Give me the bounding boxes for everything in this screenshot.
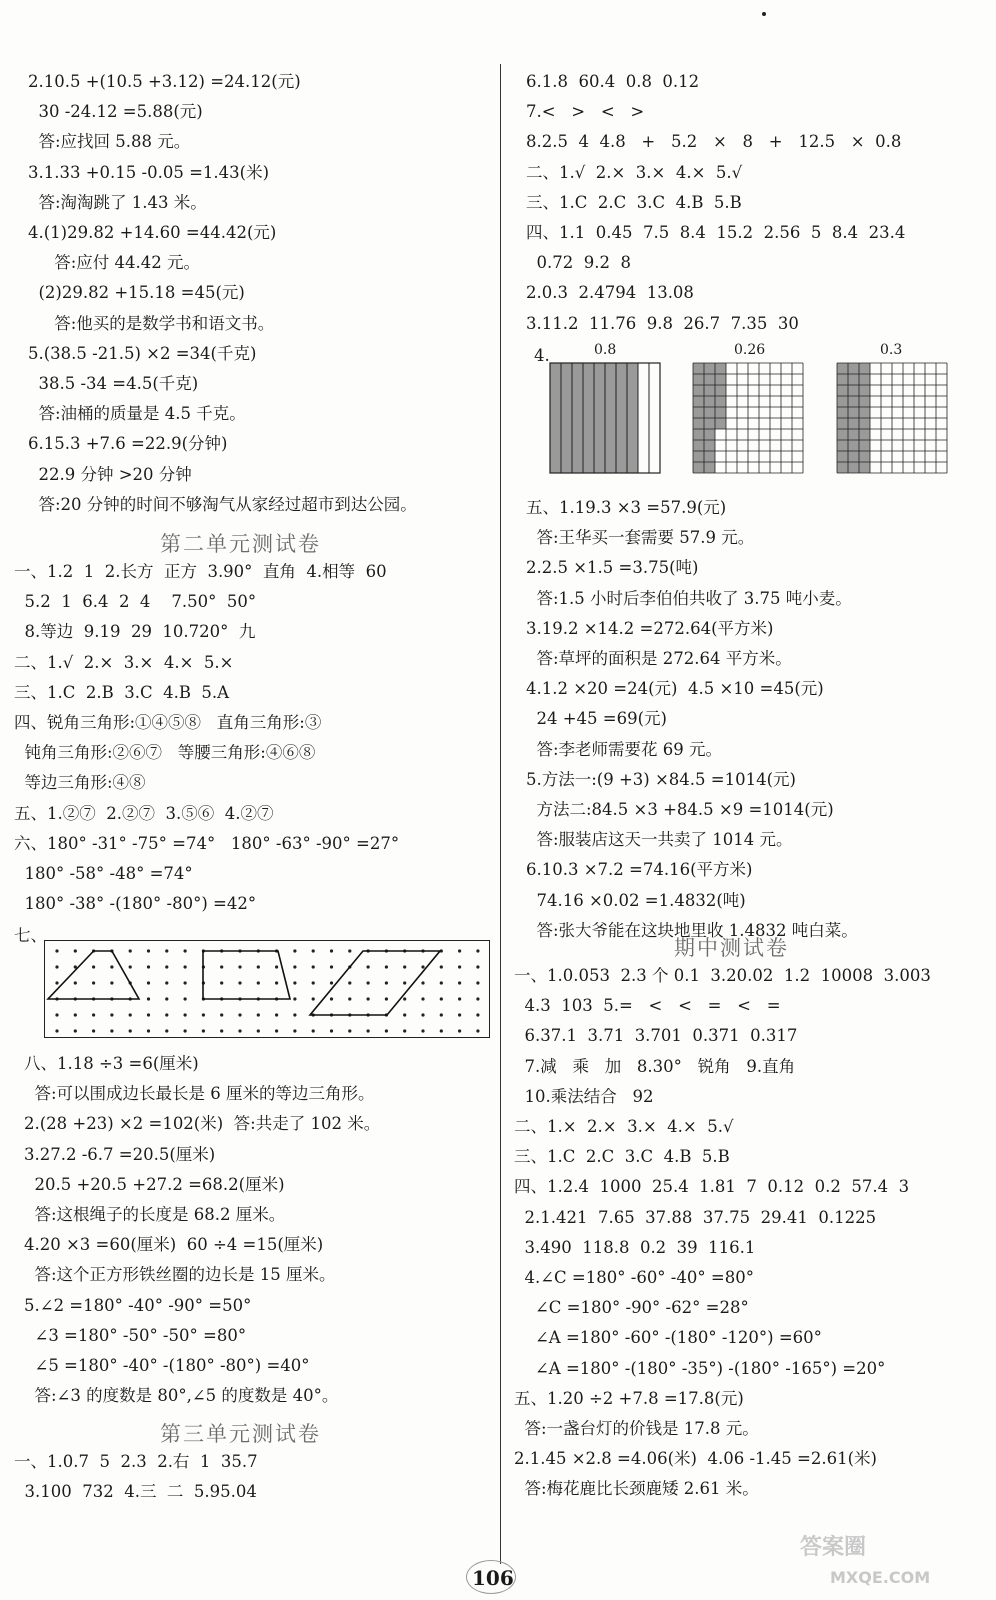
- answer-line: 六、180° -31° -75° =74° 180° -63° -90° =27°: [14, 833, 400, 853]
- answer-line: 5.(38.5 -21.5) ×2 =34(千克): [28, 343, 257, 363]
- answer-line: 3.27.2 -6.7 =20.5(厘米): [24, 1144, 216, 1164]
- answer-line: ∠A =180° -(180° -35°) -(180° -165°) =20°: [514, 1358, 886, 1378]
- answer-line: 6.10.3 ×7.2 =74.16(平方米): [526, 860, 753, 880]
- decimal-grid-3: [836, 362, 948, 474]
- parallelogram-shape: [310, 951, 440, 1015]
- answer-line: 答:他买的是数学书和语文书。: [28, 313, 275, 333]
- answer-line: 方法二:84.5 ×3 +84.5 ×9 =1014(元): [526, 800, 834, 819]
- answer-line: 4.∠C =180° -60° -40° =80°: [514, 1268, 754, 1287]
- answer-line: 7.< > < >: [526, 102, 645, 122]
- section-heading: 期中测试卷: [674, 936, 789, 960]
- grid-label-3: 0.3: [880, 342, 903, 358]
- answer-line: 三、1.C 2.C 3.C 4.B 5.B: [526, 192, 742, 212]
- answer-line: 3.490 118.8 0.2 39 116.1: [514, 1237, 756, 1257]
- page-number: 106: [472, 1566, 514, 1590]
- answer-line: 2.1.45 ×2.8 =4.06(米) 4.06 -1.45 =2.61(米): [514, 1449, 877, 1469]
- answer-line: ∠3 =180° -50° -50° =80°: [24, 1325, 247, 1345]
- answer-line: 四、1.2.4 1000 25.4 1.81 7 0.12 0.2 57.4 3: [514, 1177, 910, 1197]
- answer-line: 钝角三角形:②⑥⑦ 等腰三角形:④⑥⑧: [14, 743, 316, 763]
- answer-line: 180° -38° -(180° -80°) =42°: [14, 894, 257, 914]
- answer-line: 38.5 -34 =4.5(千克): [28, 374, 199, 393]
- answer-line: 五、1.②⑦ 2.②⑦ 3.⑤⑥ 4.②⑦: [14, 803, 274, 823]
- answer-line: 答:淘淘跳了 1.43 米。: [28, 192, 207, 212]
- decimal-grid-1: [549, 362, 661, 474]
- answer-line: 20.5 +20.5 +27.2 =68.2(厘米): [24, 1174, 285, 1194]
- answer-line: 6.15.3 +7.6 =22.9(分钟): [28, 434, 228, 454]
- answer-line: 答:这个正方形铁丝圈的边长是 15 厘米。: [24, 1265, 336, 1285]
- answer-line: 五、1.19.3 ×3 =57.9(元): [526, 498, 727, 517]
- watermark-logo: 答案圈: [800, 1535, 867, 1560]
- answer-line: 8.2.5 4 4.8 + 5.2 × 8 + 12.5 × 0.8: [526, 132, 902, 152]
- answer-line: 7.减 乘 加 8.30° 锐角 9.直角: [514, 1056, 796, 1076]
- answer-line: 2.2.5 ×1.5 =3.75(吨): [526, 558, 699, 578]
- answer-line: 2.0.3 2.4794 13.08: [526, 283, 694, 303]
- answer-line: 4.20 ×3 =60(厘米) 60 ÷4 =15(厘米): [24, 1235, 324, 1255]
- answer-line: 22.9 分钟 >20 分钟: [28, 464, 192, 484]
- question-label: 七、: [14, 926, 47, 945]
- answer-line: ∠5 =180° -40° -(180° -80°) =40°: [24, 1356, 310, 1375]
- decimal-grid-2: [692, 362, 804, 474]
- answer-line: 四、锐角三角形:①④⑤⑧ 直角三角形:③: [14, 713, 322, 732]
- answer-line: 5.2 1 6.4 2 4 7.50° 50°: [14, 592, 257, 612]
- watermark-url: MXQE.COM: [830, 1568, 931, 1587]
- answer-line: 答:李老师需要花 69 元。: [526, 739, 723, 759]
- answer-line: 答:20 分钟的时间不够淘气从家经过超市到达公园。: [28, 494, 417, 514]
- speck: [762, 12, 766, 16]
- answer-line: 30 -24.12 =5.88(元): [28, 102, 203, 122]
- answer-line: 0.72 9.2 8: [526, 253, 631, 273]
- answer-line: 二、1.√ 2.× 3.× 4.× 5.×: [14, 652, 234, 672]
- answer-line: 3.19.2 ×14.2 =272.64(平方米): [526, 618, 774, 638]
- answer-line: 6.1.8 60.4 0.8 0.12: [526, 72, 700, 91]
- answer-line: ∠A =180° -60° -(180° -120°) =60°: [514, 1328, 822, 1348]
- answer-line: 答:这根绳子的长度是 68.2 厘米。: [24, 1205, 286, 1224]
- answer-line: 五、1.20 ÷2 +7.8 =17.8(元): [514, 1388, 744, 1408]
- answer-line: 4.1.2 ×20 =24(元) 4.5 ×10 =45(元): [526, 679, 824, 699]
- answer-line: 等边三角形:④⑧: [14, 773, 146, 793]
- answer-line: 答:张大爷能在这块地里收 1.4832 吨白菜。: [526, 920, 858, 940]
- answer-line: 答:应找回 5.88 元。: [28, 132, 191, 152]
- answer-line: 2.(28 +23) ×2 =102(米) 答:共走了 102 米。: [24, 1114, 381, 1134]
- answer-line: 答:应付 44.42 元。: [28, 253, 201, 273]
- dot-grid-figure: [44, 940, 490, 1038]
- answer-line: 74.16 ×0.02 =1.4832(吨): [526, 890, 746, 910]
- answer-line: 10.乘法结合 92: [514, 1086, 654, 1106]
- answer-line: 答:服装店这天一共卖了 1014 元。: [526, 830, 793, 850]
- answer-line: 5.方法一:(9 +3) ×84.5 =1014(元): [526, 769, 796, 789]
- answer-line: 24 +45 =69(元): [526, 709, 667, 729]
- answer-line: 3.100 732 4.三 二 5.95.04: [14, 1482, 257, 1502]
- answer-line: 四、1.1 0.45 7.5 8.4 15.2 2.56 5 8.4 23.4: [526, 223, 906, 242]
- answer-line: 3.11.2 11.76 9.8 26.7 7.35 30: [526, 313, 799, 333]
- answer-line: 4.3 103 5.= < < = < =: [514, 996, 781, 1016]
- answer-line: 答:∠3 的度数是 80°,∠5 的度数是 40°。: [24, 1386, 339, 1406]
- dot-grid-svg: [45, 941, 489, 1037]
- answer-line: 答:梅花鹿比长颈鹿矮 2.61 米。: [514, 1479, 759, 1499]
- grid-label-2: 0.26: [734, 342, 766, 358]
- answer-line: 二、1.× 2.× 3.× 4.× 5.√: [514, 1117, 734, 1136]
- answer-line: 一、1.0.053 2.3 个 0.1 3.20.02 1.2 10008 3.003: [514, 966, 931, 985]
- answer-line: 3.1.33 +0.15 -0.05 =1.43(米): [28, 162, 270, 182]
- answer-line: 6.37.1 3.71 3.701 0.371 0.317: [514, 1026, 798, 1046]
- answer-line: 八、1.18 ÷3 =6(厘米): [24, 1054, 199, 1073]
- answer-line: 8.等边 9.19 29 10.720° 九: [14, 622, 256, 642]
- answer-line: 三、1.C 2.C 3.C 4.B 5.B: [514, 1147, 730, 1167]
- answer-line: 三、1.C 2.B 3.C 4.B 5.A: [14, 682, 230, 702]
- answer-line: 二、1.√ 2.× 3.× 4.× 5.√: [526, 162, 743, 182]
- answer-line: 答:可以围成边长最长是 6 厘米的等边三角形。: [24, 1084, 375, 1104]
- answer-line: 答:王华买一套需要 57.9 元。: [526, 528, 755, 548]
- answer-line: 5.∠2 =180° -40° -90° =50°: [24, 1295, 252, 1315]
- answer-line: 一、1.0.7 5 2.3 2.右 1 35.7: [14, 1452, 258, 1471]
- triangle-shape: [48, 951, 139, 999]
- answer-line: 2.10.5 +(10.5 +3.12) =24.12(元): [28, 72, 301, 91]
- answer-line: ∠C =180° -90° -62° =28°: [514, 1298, 749, 1318]
- answer-line: 一、1.2 1 2.长方 正方 3.90° 直角 4.相等 60: [14, 562, 387, 581]
- answer-line: 2.1.421 7.65 37.88 37.75 29.41 0.1225: [514, 1207, 877, 1227]
- grid-label-1: 0.8: [594, 342, 617, 358]
- answer-line: 答:一盏台灯的价钱是 17.8 元。: [514, 1419, 759, 1438]
- trapezoid-shape: [203, 951, 290, 999]
- section-heading: 第二单元测试卷: [160, 532, 321, 556]
- section-heading: 第三单元测试卷: [160, 1422, 321, 1446]
- answer-line: 180° -58° -48° =74°: [14, 864, 193, 883]
- answer-line: 答:草坪的面积是 272.64 平方米。: [526, 649, 792, 668]
- column-divider: [500, 64, 501, 1564]
- question-label: 4.: [534, 346, 550, 365]
- answer-line: 4.(1)29.82 +14.60 =44.42(元): [28, 223, 277, 242]
- answer-line: 答:油桶的质量是 4.5 千克。: [28, 404, 246, 424]
- answer-line: (2)29.82 +15.18 =45(元): [28, 283, 245, 303]
- answer-line: 答:1.5 小时后李伯伯共收了 3.75 吨小麦。: [526, 588, 852, 608]
